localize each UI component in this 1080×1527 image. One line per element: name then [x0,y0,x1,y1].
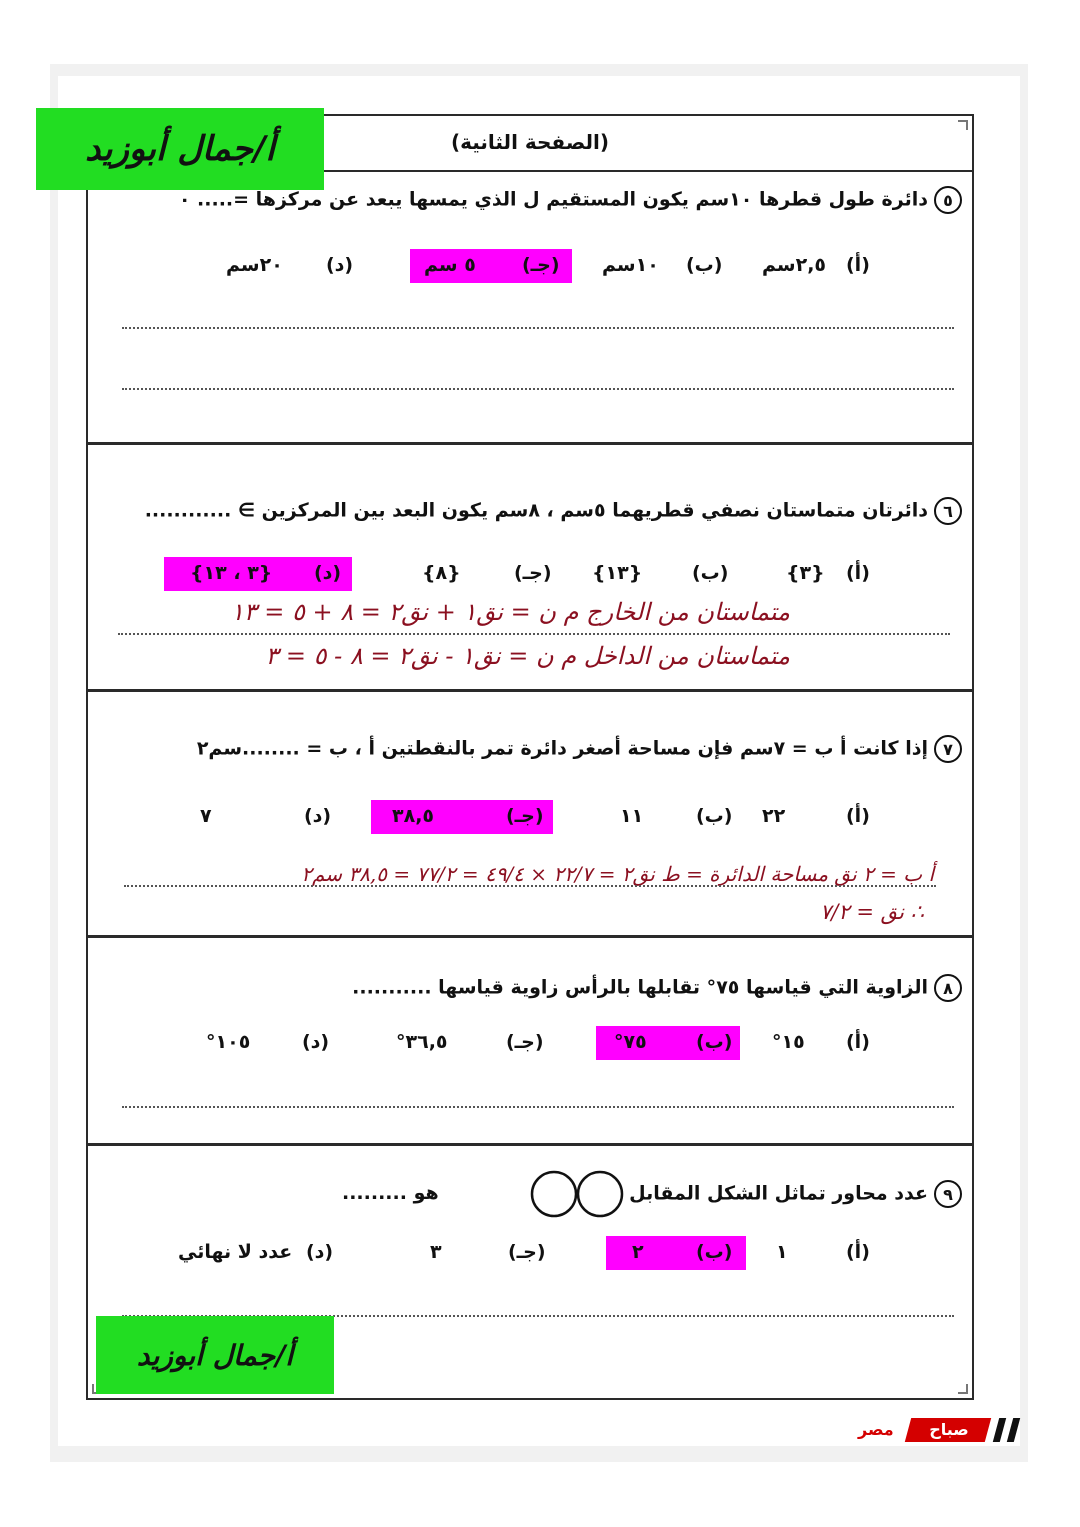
logo-bar [1007,1418,1020,1442]
option-letter: (د) [304,805,332,827]
option-value: ٢٠سم [226,254,283,276]
option-value: {١٣} [592,562,643,584]
question-number: ٨ [934,974,962,1002]
option-letter: (ب) [692,562,729,584]
question-text: إذا كانت أ ب = ٧سم فإن مساحة أصغر دائرة تمر بالنقطتين أ ، ب = ........سم٢ [196,737,928,760]
option-value: ١٠سم [602,254,659,276]
question-text: الزاوية التي قياسها ٧٥° تقابلها بالرأس زاوية قياسها ........... [352,976,928,999]
option-value: ١ [776,1241,788,1263]
question-5 [179,186,962,214]
question-number: ٥ [934,186,962,214]
option-letter: (جـ) [506,1031,544,1053]
question-text: دائرة طول قطرها ١٠سم يكون المستقيم ل الذي يمسها يبعد عن مركزها =..... ٠ [178,188,928,211]
handwritten-work: أ ب = ٢ نق مساحة الدائرة = ط نق٢ = ٢٢/٧ × ٤٩/٤ = ٧٧/٢ = ٣٨,٥ سم٢ [301,862,934,886]
option-value: ٧٥° [614,1031,647,1053]
two-circles-figure [530,1170,626,1218]
stamp-text: أ/جمال أبوزيد [136,1338,294,1372]
question-text-tail: هو ......... [342,1182,439,1204]
section-divider [88,935,972,938]
option-letter: (أ) [846,1031,870,1053]
option-value: ٣ [430,1241,442,1263]
option-letter: (جـ) [522,254,560,276]
option-letter: (د) [326,254,354,276]
option-letter: (جـ) [506,805,544,827]
page-title: (الصفحة الثانية) [450,130,610,154]
answer-line [118,633,950,635]
option-value: ١٠٥° [206,1031,251,1053]
teacher-stamp-top [36,108,324,190]
option-value: ٢,٥سم [762,254,827,276]
question-text: دائرتان متماستان نصفي قطريهما ٥سم ، ٨سم يكون البعد بين المركزين ∋ ............ [144,499,928,522]
option-letter: (ب) [686,254,723,276]
option-letter: (جـ) [514,562,552,584]
logo-text-masr: مصر [858,1420,894,1439]
handwritten-work: متماستان من الخارج م ن = نق١ + نق٢ = ٨ + ٥ = ١٣ [230,598,790,626]
option-letter: (ب) [696,1241,733,1263]
option-letter: (أ) [846,805,870,827]
frame-corner [958,120,968,130]
question-7 [197,735,962,763]
stamp-text: أ/جمال أبوزيد [85,129,275,169]
option-letter: (أ) [846,254,870,276]
option-letter: (د) [302,1031,330,1053]
option-value: ٥ سم [424,254,476,276]
question-text: عدد محاور تماثل الشكل المقابل [629,1182,928,1205]
option-value: ١٥° [772,1031,805,1053]
option-letter: (ب) [696,1031,733,1053]
option-letter: (د) [314,562,342,584]
option-value: ٢ [632,1241,644,1263]
handwritten-work: متماستان من الداخل م ن = نق١ - نق٢ = ٨ - ٥ = ٣ [265,642,790,670]
question-8 [352,974,962,1002]
option-letter: (أ) [846,562,870,584]
logo-text-sabah: صباح [929,1420,969,1439]
question-number: ٧ [934,735,962,763]
option-value: {٣ ، ١٣} [190,562,273,584]
option-letter: (أ) [846,1241,870,1263]
option-value: ٣٨,٥ [392,805,435,827]
option-value: {٣} [786,562,825,584]
publisher-logo [858,1418,1028,1444]
question-9 [629,1180,962,1208]
option-letter: (ب) [696,805,733,827]
option-value: ٢٢ [762,805,786,827]
option-value: {٨} [422,562,461,584]
handwritten-work: ∴ نق = ٧/٢ [820,900,924,924]
question-number: ٦ [934,497,962,525]
section-divider [88,1143,972,1146]
option-value: ٧ [200,805,212,827]
circle-left [532,1172,576,1216]
circle-right [578,1172,622,1216]
answer-line [122,1106,954,1108]
question-number: ٩ [934,1180,962,1208]
teacher-stamp-bottom [96,1316,334,1394]
option-value: عدد لا نهائي [178,1241,293,1263]
option-value: ١١ [620,805,644,827]
option-letter: (د) [306,1241,334,1263]
answer-line [124,885,936,887]
answer-line [122,327,954,329]
option-letter: (جـ) [508,1241,546,1263]
option-value: ٣٦,٥° [396,1031,448,1053]
section-divider [88,689,972,692]
logo-bar [993,1418,1006,1442]
frame-corner [958,1384,968,1394]
section-divider [88,442,972,445]
question-6 [145,497,962,525]
answer-line [122,388,954,390]
